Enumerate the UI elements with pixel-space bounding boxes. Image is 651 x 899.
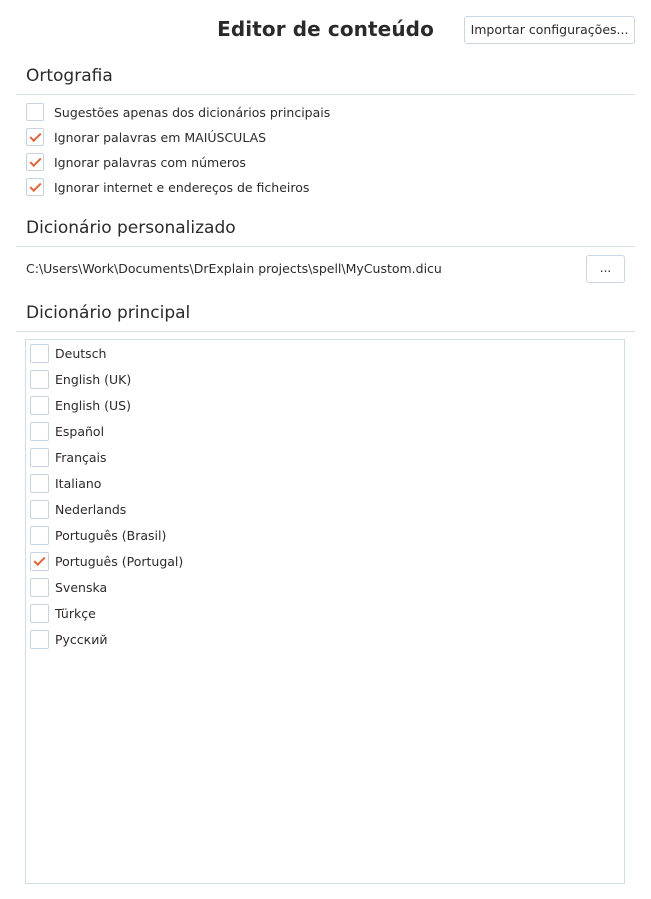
checkbox[interactable]	[26, 128, 44, 146]
list-item-label: English (US)	[55, 397, 131, 413]
custom-dictionary-path: C:\Users\Work\Documents\DrExplain projects\spell\MyCustom.dicu	[26, 261, 442, 276]
checkbox[interactable]	[30, 448, 49, 467]
import-settings-button[interactable]: Importar configurações...	[464, 16, 635, 44]
list-item-portugues-portugal[interactable]	[30, 551, 183, 571]
option-ignore-words-with-numbers[interactable]	[26, 152, 246, 172]
checkbox[interactable]	[30, 422, 49, 441]
list-item-label: Italiano	[55, 475, 102, 491]
custom-dictionary-section-divider	[16, 246, 635, 247]
list-item-deutsch[interactable]	[30, 343, 106, 363]
page-title: Editor de conteúdo	[217, 17, 434, 41]
option-label: Sugestões apenas dos dicionários principais	[54, 104, 331, 120]
option-suggest-main-dictionaries-only[interactable]	[26, 102, 330, 122]
list-item-italiano[interactable]	[30, 473, 101, 493]
checkbox[interactable]	[30, 630, 49, 649]
checkbox[interactable]	[26, 103, 44, 121]
custom-dictionary-section-title: Dicionário personalizado	[26, 218, 236, 238]
list-item-label: Deutsch	[55, 345, 107, 361]
checkbox[interactable]	[30, 396, 49, 415]
checkbox[interactable]	[30, 526, 49, 545]
list-item-portugues-brasil[interactable]	[30, 525, 166, 545]
list-item-espanol[interactable]	[30, 421, 104, 441]
checkbox[interactable]	[30, 500, 49, 519]
option-label: Ignorar internet e endereços de ficheiros	[54, 179, 310, 195]
list-item-english-us[interactable]	[30, 395, 131, 415]
list-item-svenska[interactable]	[30, 577, 107, 597]
main-dictionary-section-divider	[16, 331, 635, 332]
list-item-russkiy[interactable]	[30, 629, 107, 649]
option-label: Ignorar palavras em MAIÚSCULAS	[54, 129, 267, 145]
list-item-label: English (UK)	[55, 371, 132, 387]
checkbox[interactable]	[30, 604, 49, 623]
checkbox[interactable]	[26, 178, 44, 196]
list-item-nederlands[interactable]	[30, 499, 126, 519]
checkbox[interactable]	[30, 552, 49, 571]
option-ignore-uppercase-words[interactable]	[26, 127, 266, 147]
list-item-francais[interactable]	[30, 447, 107, 467]
checkbox[interactable]	[30, 578, 49, 597]
checkbox[interactable]	[26, 153, 44, 171]
option-label: Ignorar palavras com números	[54, 154, 246, 170]
list-item-label: Español	[55, 423, 105, 439]
browse-custom-dictionary-button[interactable]: ...	[586, 255, 625, 283]
checkbox[interactable]	[30, 344, 49, 363]
list-item-label: Português (Portugal)	[55, 553, 184, 569]
spelling-section-title: Ortografia	[26, 66, 113, 86]
checkbox[interactable]	[30, 474, 49, 493]
list-item-label: Português (Brasil)	[55, 527, 167, 543]
list-item-label: Русский	[55, 631, 108, 647]
list-item-english-uk[interactable]	[30, 369, 131, 389]
checkbox[interactable]	[30, 370, 49, 389]
main-dictionary-list[interactable]	[25, 339, 625, 884]
main-dictionary-section-title: Dicionário principal	[26, 303, 191, 323]
list-item-turkce[interactable]	[30, 603, 96, 623]
option-ignore-internet-and-file-addresses[interactable]	[26, 177, 309, 197]
list-item-label: Türkçe	[55, 605, 96, 621]
spelling-section-divider	[16, 94, 635, 95]
list-item-label: Svenska	[55, 579, 108, 595]
list-item-label: Français	[55, 449, 107, 465]
list-item-label: Nederlands	[55, 501, 127, 517]
